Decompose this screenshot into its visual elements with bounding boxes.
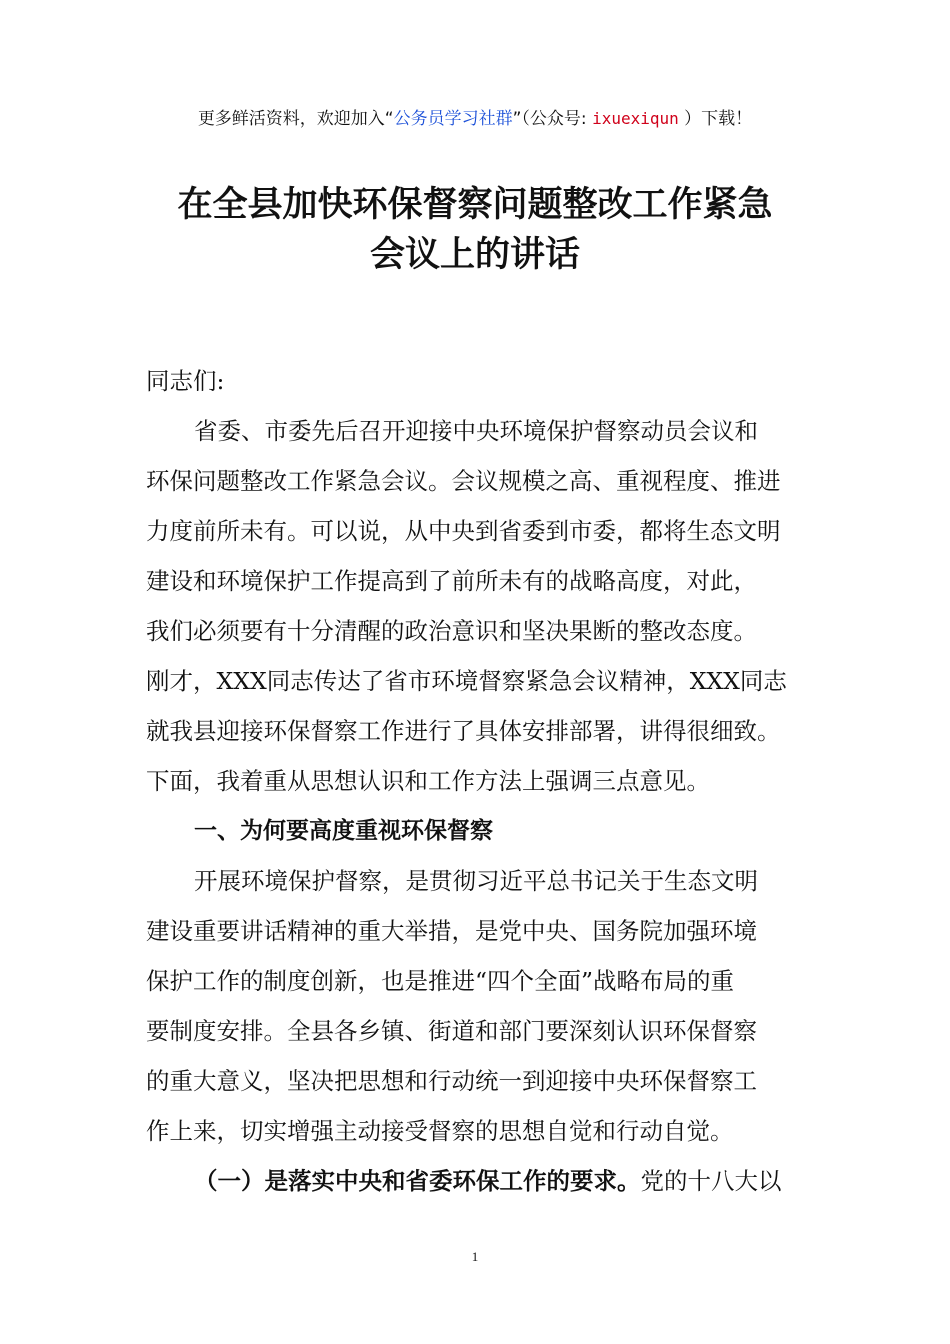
- para2-line: 保护工作的制度创新，也是推进“四个全面”战略布局的重: [146, 967, 735, 995]
- para1-line: 就我县迎接环保督察工作进行了具体安排部署，讲得很细致。: [146, 717, 781, 745]
- document-body: [146, 356, 806, 1206]
- title-line-2: 会议上的讲话: [369, 234, 580, 275]
- promo-banner: [0, 104, 950, 129]
- banner-prefix: 更多鲜活资料，欢迎加入“: [197, 109, 394, 129]
- subheading-1-rest: 党的十八大以: [640, 1167, 782, 1195]
- para2-line: 要制度安排。全县各乡镇、街道和部门要深刻认识环保督察: [146, 1017, 757, 1045]
- para2-line: 作上来，切实增强主动接受督察的思想自觉和行动自觉。: [146, 1117, 734, 1145]
- banner-account: ixuexiqun: [592, 109, 679, 128]
- banner-middle: ”（公众号:: [512, 109, 593, 129]
- para2-line: 建设重要讲话精神的重大举措，是党中央、国务院加强环境: [146, 917, 757, 945]
- section-heading-1: 一、为何要高度重视环保督察: [194, 818, 493, 844]
- para2-line: 的重大意义，坚决把思想和行动统一到迎接中央环保督察工: [146, 1067, 757, 1095]
- para1-line: 省委、市委先后召开迎接中央环境保护督察动员会议和: [194, 417, 758, 445]
- para1-line: 力度前所未有。可以说，从中央到省委到市委，都将生态文明: [146, 517, 781, 545]
- para1-line: 刚才，XXX同志传达了省市环境督察紧急会议精神，XXX同志: [146, 667, 787, 695]
- para1-line: 下面，我着重从思想认识和工作方法上强调三点意见。: [146, 767, 710, 795]
- title-line-1: 在全县加快环保督察问题整改工作紧急: [177, 184, 773, 225]
- para1-line: 建设和环境保护工作提高到了前所未有的战略高度，对此，: [146, 567, 757, 595]
- subheading-1: [146, 1156, 806, 1206]
- subheading-1-lead: （一）是落实中央和省委环保工作的要求。: [194, 1167, 641, 1195]
- page-number: 1: [471, 1249, 479, 1264]
- para1-line: 我们必须要有十分清醒的政治意识和坚决果断的整改态度。: [146, 617, 757, 645]
- salutation: 同志们:: [146, 367, 225, 395]
- banner-suffix: ）下载！: [678, 109, 753, 129]
- para1-line: 环保问题整改工作紧急会议。会议规模之高、重视程度、推进: [146, 467, 781, 495]
- document-title: [0, 180, 950, 280]
- banner-group-name: 公务员学习社群: [393, 109, 513, 129]
- para2-line: 开展环境保护督察，是贯彻习近平总书记关于生态文明: [194, 867, 758, 895]
